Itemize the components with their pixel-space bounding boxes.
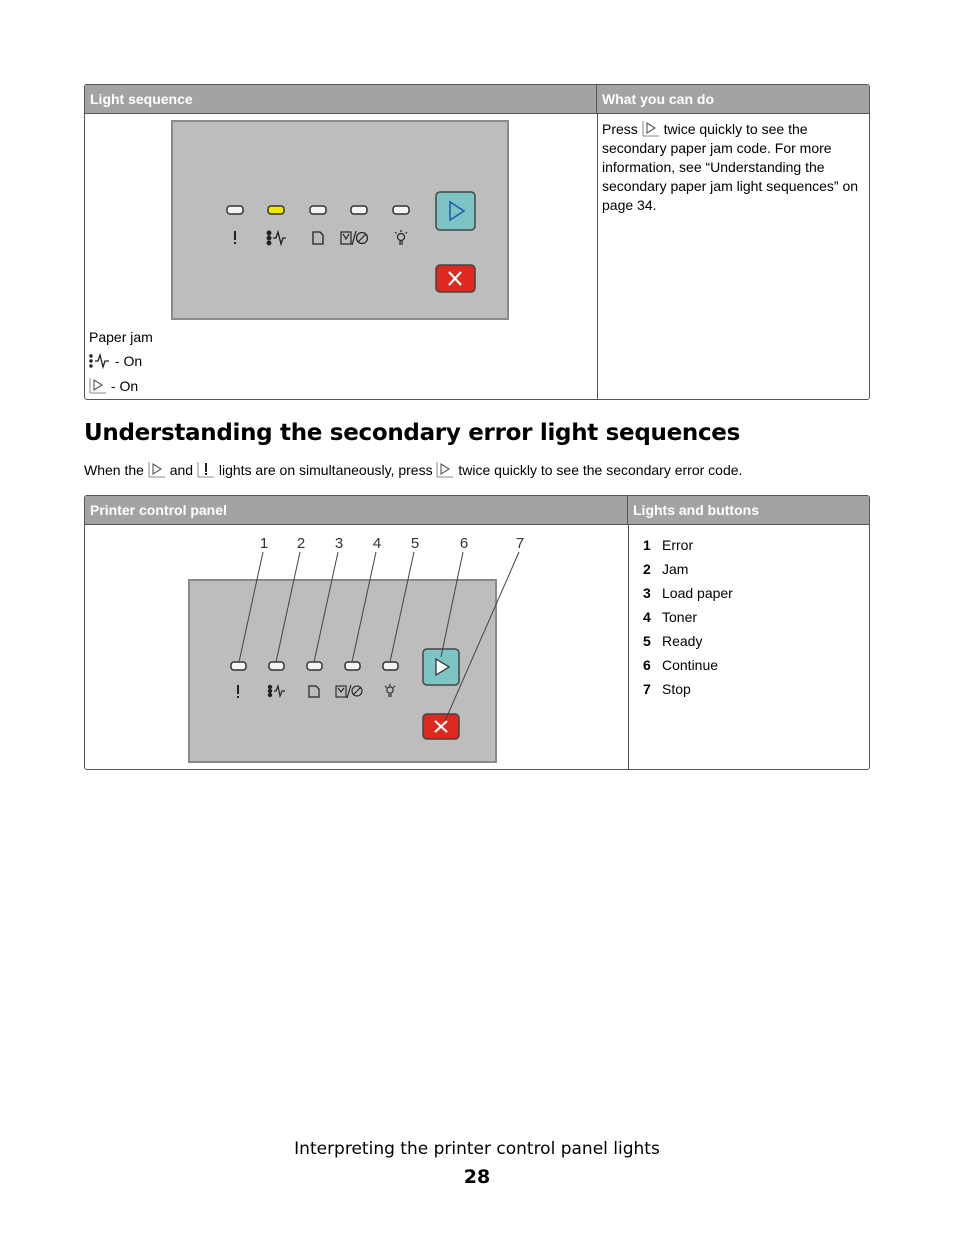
legend-label: Stop [662, 681, 691, 697]
caption-continue-on [89, 377, 138, 395]
legend-label: Continue [662, 657, 719, 673]
continue-icon [642, 120, 660, 137]
error-icon [237, 685, 239, 698]
header-printer-control-panel: Printer control panel [85, 496, 628, 524]
stop-button[interactable] [423, 714, 459, 739]
callout-1: 1 [259, 535, 269, 552]
table-header [85, 85, 869, 114]
light-sequence-cell [85, 114, 597, 400]
led-toner [351, 206, 367, 214]
continue-icon [148, 461, 166, 478]
led-ready [393, 206, 409, 214]
header-light-sequence: Light sequence [85, 85, 597, 113]
led-toner [345, 662, 360, 670]
stop-button[interactable] [436, 265, 475, 292]
header-what-you-can-do: What you can do [602, 91, 714, 107]
continue-button[interactable] [423, 649, 459, 685]
lights-and-buttons-cell [628, 525, 869, 770]
control-panel-diagram-cell [85, 525, 628, 770]
jam-state: - On [114, 353, 143, 369]
legend-label: Error [662, 537, 694, 553]
caption-paper-jam: Paper jam [89, 329, 153, 345]
legend-item: 4 Toner [643, 609, 698, 625]
callout-3: 3 [334, 535, 344, 552]
callout-2: 2 [296, 535, 306, 552]
legend-item: 5 Ready [643, 633, 703, 649]
callout-6: 6 [459, 535, 469, 552]
legend-item: 1 Error [643, 537, 694, 553]
legend-item: 7 Stop [643, 681, 691, 697]
action-description: twice quickly to see the secondary paper jam code. For more information, see “Understanding the secondary paper jam light sequences” on page 34. [602, 121, 859, 213]
legend-label: Jam [662, 561, 689, 577]
intro-text-1: When the [84, 462, 144, 478]
led-jam [269, 662, 284, 670]
continue-state: - On [110, 378, 139, 394]
legend-item: 3 Load paper [643, 585, 733, 601]
callout-7: 7 [515, 535, 525, 552]
legend-label: Ready [662, 633, 703, 649]
footer-title: Interpreting the printer control panel lights [294, 1139, 660, 1159]
led-jam-on [268, 206, 284, 214]
table-header [85, 496, 869, 525]
continue-icon [436, 461, 454, 478]
light-sequence-table [84, 84, 870, 400]
caption-jam-on [89, 352, 142, 370]
legend-item: 6 Continue [643, 657, 719, 673]
callout-5: 5 [410, 535, 420, 552]
intro-text-4: twice quickly to see the secondary error code. [458, 462, 743, 478]
legend-label: Toner [662, 609, 698, 625]
led-load-paper [310, 206, 326, 214]
led-error [227, 206, 243, 214]
led-load-paper [307, 662, 322, 670]
error-icon [234, 231, 236, 244]
jam-icon [89, 353, 111, 369]
section-title: Understanding the secondary error light sequences [84, 420, 740, 446]
control-panel-diagram [85, 525, 628, 770]
legend-label: Load paper [662, 585, 733, 601]
led-ready [383, 662, 398, 670]
continue-button[interactable] [436, 192, 475, 230]
callout-4: 4 [372, 535, 382, 552]
error-icon [197, 461, 215, 478]
led-error [231, 662, 246, 670]
section-intro [84, 460, 742, 480]
action-press-text: Press [602, 121, 638, 137]
page-number: 28 [463, 1166, 491, 1188]
intro-text-3: lights are on simultaneously, press [218, 462, 433, 478]
intro-text-2: and [169, 462, 194, 478]
continue-icon [89, 377, 107, 394]
printer-control-panel-table [84, 495, 870, 770]
header-lights-and-buttons: Lights and buttons [633, 502, 759, 518]
legend-item: 2 Jam [643, 561, 689, 577]
control-panel-illustration [85, 114, 597, 400]
what-you-can-do-cell [597, 114, 869, 400]
